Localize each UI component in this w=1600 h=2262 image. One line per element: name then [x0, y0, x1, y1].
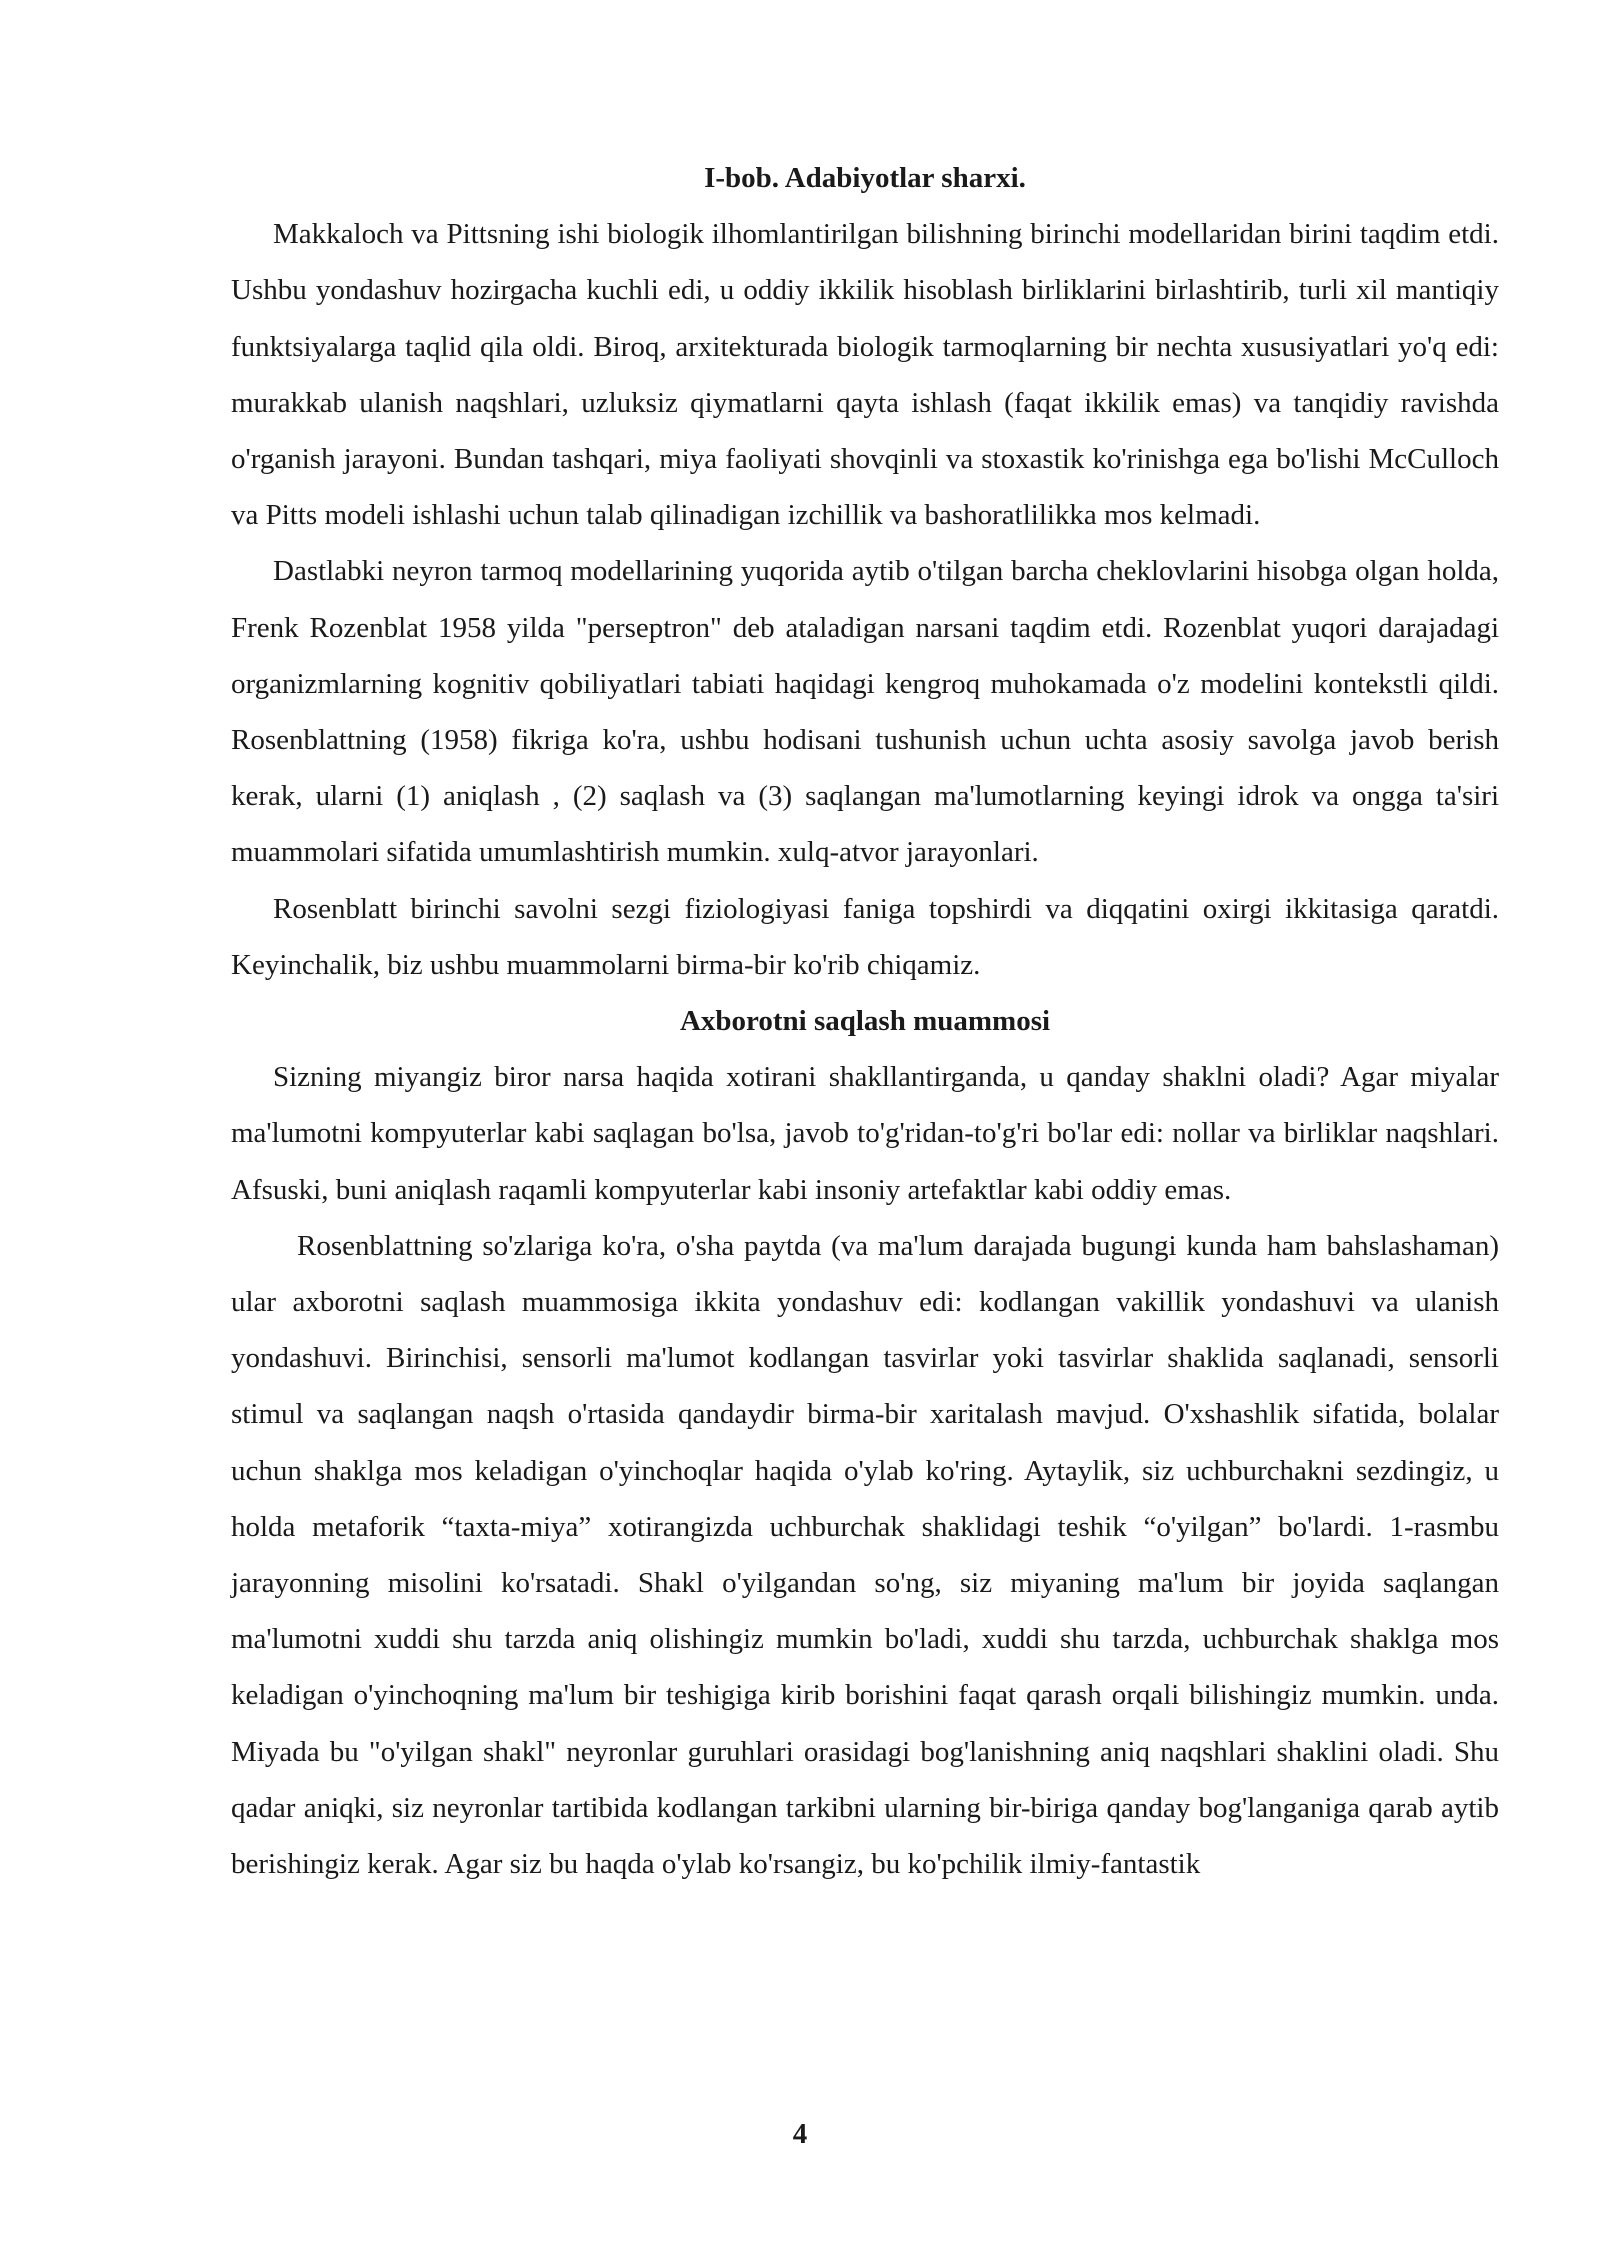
- paragraph: Sizning miyangiz biror narsa haqida xotirani shakllantirganda, u qanday shaklni oladi? Agar miyalar ma'lumotni kompyuterlar kabi saqlagan bo'lsa, javob to'g'ridan-to'g'ri bo'lar edi: nollar va birliklar naqshlari. Afsuski, buni aniqlash raqamli kompyuterlar kabi insoniy artefaktlar kabi oddiy emas.: [231, 1061, 1499, 1206]
- chapter-heading: I-bob. Adabiyotlar sharxi.: [704, 162, 1026, 194]
- paragraph: Rosenblatt birinchi savolni sezgi fiziologiyasi faniga topshirdi va diqqatini oxirgi ikkitasiga qaratdi. Keyinchalik, biz ushbu muammolarni birma-bir ko'rib chiqamiz.: [231, 892, 1499, 981]
- document-page: [231, 150, 1499, 1892]
- paragraph: Rosenblattning so'zlariga ko'ra, o'sha paytda (va ma'lum darajada bugungi kunda ham bahslashaman) ular axborotni saqlash muammosiga ikkita yondashuv edi: kodlangan vakillik yondashuvi va ulanish yondashuvi. Birinchisi, sensorli ma'lumot kodlangan tasvirlar yoki tasvirlar shaklida saqlanadi, sensorli stimul va saqlangan naqsh o'rtasida qandaydir birma-bir xaritalash mavjud. O'xshashlik sifatida, bolalar uchun shaklga mos keladigan o'yinchoqlar haqida o'ylab ko'ring. Aytaylik, siz uchburchakni sezdingiz, u holda metaforik “taxta-miya” xotirangizda uchburchak shaklidagi teshik “o'yilgan” bo'lardi. 1-rasmbu jarayonning misolini ko'rsatadi. Shakl o'yilgandan so'ng, siz miyaning ma'lum bir joyida saqlangan ma'lumotni xuddi shu tarzda aniq olishingiz mumkin bo'ladi, xuddi shu tarzda, uchburchak shaklga mos keladigan o'yinchoqning ma'lum bir teshigiga kirib borishini faqat qarash orqali bilishingiz mumkin. unda. Miyada bu "o'yilgan shakl" neyronlar guruhlari orasidagi bog'lanishning aniq naqshlari shaklini oladi. Shu qadar aniqki, siz neyronlar tartibida kodlangan tarkibni ularning bir-biriga qanday bog'langaniga qarab aytib berishingiz kerak. Agar siz bu haqda o'ylab ko'rsangiz, bu ko'pchilik ilmiy-fantastik: [231, 1229, 1499, 1881]
- paragraph: Makkaloch va Pittsning ishi biologik ilhomlantirilgan bilishning birinchi modellaridan birini taqdim etdi. Ushbu yondashuv hozirgacha kuchli edi, u oddiy ikkilik hisoblash birliklarini birlashtirib, turli xil mantiqiy funktsiyalarga taqlid qila oldi. Biroq, arxitekturada biologik tarmoqlarning bir nechta xususiyatlari yo'q edi: murakkab ulanish naqshlari, uzluksiz qiymatlarni qayta ishlash (faqat ikkilik emas) va tanqidiy ravishda o'rganish jarayoni. Bundan tashqari, miya faoliyati shovqinli va stoxastik ko'rinishga ega bo'lishi McCulloch va Pitts modeli ishlashi uchun talab qilinadigan izchillik va bashoratlilikka mos kelmadi.: [231, 218, 1499, 532]
- paragraph: Dastlabki neyron tarmoq modellarining yuqorida aytib o'tilgan barcha cheklovlarini hisobga olgan holda, Frenk Rozenblat 1958 yilda "perseptron" deb ataladigan narsani taqdim etdi. Rozenblat yuqori darajadagi organizmlarning kognitiv qobiliyatlari tabiati haqidagi kengroq muhokamada o'z modelini kontekstli qildi. Rosenblattning (1958) fikriga ko'ra, ushbu hodisani tushunish uchun uchta asosiy savolga javob berish kerak, ularni (1) aniqlash , (2) saqlash va (3) saqlangan ma'lumotlarning keyingi idrok va ongga ta'siri muammolari sifatida umumlashtirish mumkin. xulq-atvor jarayonlari.: [231, 555, 1499, 869]
- page-number: 4: [792, 2118, 808, 2150]
- section-heading: Axborotni saqlash muammosi: [679, 1005, 1051, 1038]
